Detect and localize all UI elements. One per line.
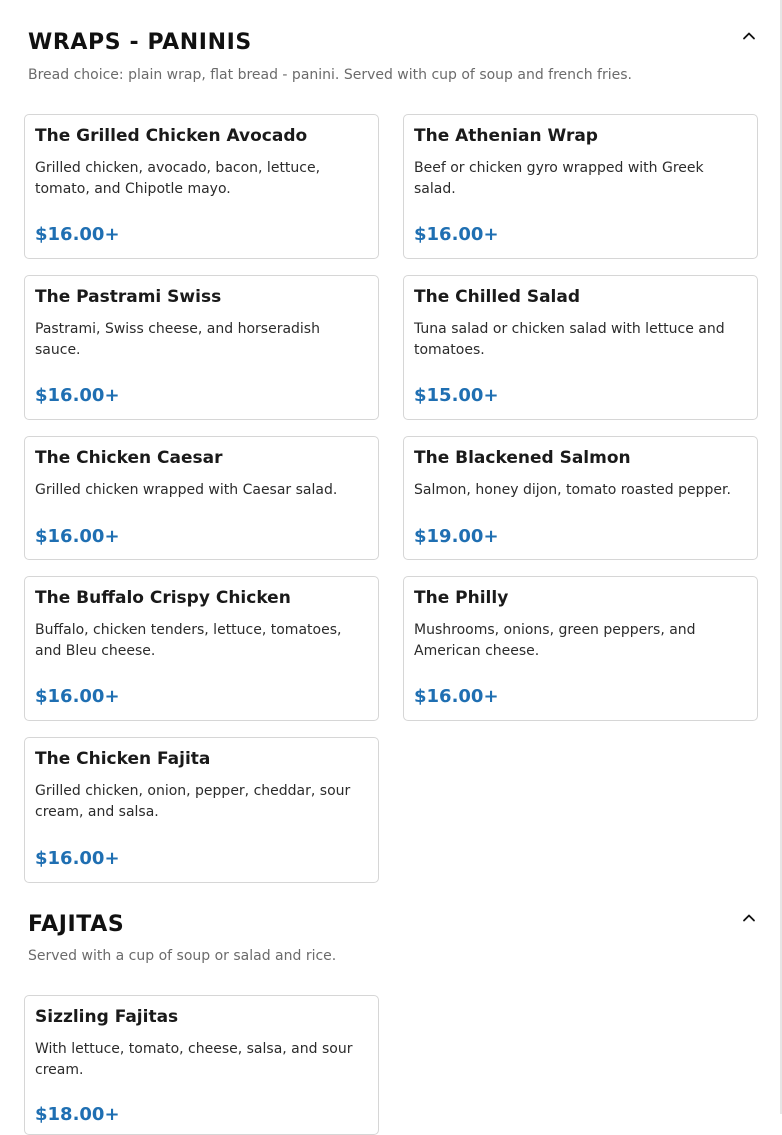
section-description: Bread choice: plain wrap, flat bread - panini. Served with cup of soup and french fries. [28, 67, 632, 83]
collapse-section-button[interactable] [738, 907, 760, 929]
item-name: The Grilled Chicken Avocado [35, 126, 308, 146]
item-name: The Athenian Wrap [414, 126, 598, 146]
item-price: $16.00+ [414, 224, 499, 245]
item-name: The Pastrami Swiss [35, 287, 222, 307]
item-description: Grilled chicken, avocado, bacon, lettuce, tomato, and Chipotle mayo. [35, 160, 321, 197]
menu-item-card[interactable] [24, 737, 379, 883]
menu-item-card[interactable] [24, 576, 379, 721]
item-name: The Chicken Fajita [35, 749, 211, 769]
menu-item-card[interactable] [24, 436, 379, 560]
menu-item-card[interactable] [403, 275, 758, 420]
section-header [0, 30, 782, 60]
item-name: The Philly [414, 588, 509, 608]
item-price: $16.00+ [35, 526, 120, 547]
section-title: WRAPS - PANINIS [28, 30, 252, 55]
menu-item-card[interactable] [403, 114, 758, 259]
chevron-up-icon [742, 911, 756, 925]
item-price: $16.00+ [35, 848, 120, 869]
menu-item-card[interactable] [24, 995, 379, 1135]
item-price: $19.00+ [414, 526, 499, 547]
collapse-section-button[interactable] [738, 25, 760, 47]
section-description: Served with a cup of soup or salad and rice. [28, 948, 337, 964]
item-price: $18.00+ [35, 1104, 120, 1125]
menu-item-card[interactable] [24, 275, 379, 420]
section-title: FAJITAS [28, 912, 125, 937]
chevron-up-icon [742, 29, 756, 43]
item-price: $15.00+ [414, 385, 499, 406]
item-price: $16.00+ [35, 385, 120, 406]
item-description: Grilled chicken wrapped with Caesar salad. [35, 482, 338, 498]
section-fajitas [0, 912, 782, 964]
item-name: The Chicken Caesar [35, 448, 223, 468]
item-description: Pastrami, Swiss cheese, and horseradish sauce. [35, 321, 320, 358]
item-price: $16.00+ [414, 686, 499, 707]
item-price: $16.00+ [35, 686, 120, 707]
item-description: Grilled chicken, onion, pepper, cheddar, sour cream, and salsa. [35, 783, 351, 820]
menu-item-card[interactable] [403, 576, 758, 721]
item-description: With lettuce, tomato, cheese, salsa, and sour cream. [35, 1041, 353, 1078]
item-name: The Blackened Salmon [414, 448, 631, 468]
item-description: Mushrooms, onions, green peppers, and American cheese. [414, 622, 696, 659]
item-description: Salmon, honey dijon, tomato roasted pepper. [414, 482, 731, 498]
item-name: The Buffalo Crispy Chicken [35, 588, 291, 608]
item-description: Beef or chicken gyro wrapped with Greek salad. [414, 160, 704, 197]
item-description: Buffalo, chicken tenders, lettuce, tomatoes, and Bleu cheese. [35, 622, 342, 659]
item-name: Sizzling Fajitas [35, 1007, 179, 1027]
section-header [0, 912, 782, 942]
item-name: The Chilled Salad [414, 287, 581, 307]
item-description: Tuna salad or chicken salad with lettuce and tomatoes. [414, 321, 725, 358]
menu-item-card[interactable] [403, 436, 758, 560]
menu-item-card[interactable] [24, 114, 379, 259]
item-price: $16.00+ [35, 224, 120, 245]
section-wraps-paninis [0, 30, 782, 83]
